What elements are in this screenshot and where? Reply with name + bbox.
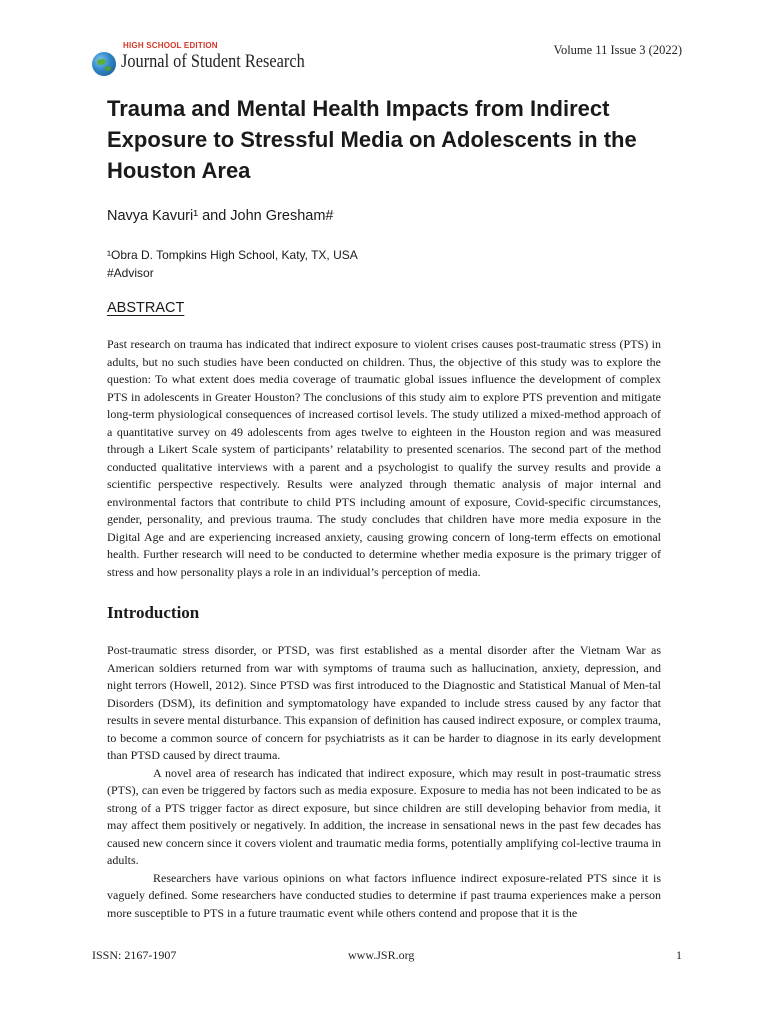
affiliation-advisor: #Advisor	[107, 266, 154, 280]
paper-title: Trauma and Mental Health Impacts from Indirect Exposure to Stressful Media on Adolescents in the Houston Area	[107, 96, 637, 183]
introduction-body	[107, 642, 661, 922]
page-footer	[92, 948, 682, 964]
abstract-text: Past research on trauma has indicated that indirect exposure to violent crises causes post-traumatic stress (PTS) in adults, but no such studies have been conducted on children. Thus, the objective of this study was to explore the question: To what extent does media coverage of traumatic global issues influence the development of complex PTS in adolescents in Greater Houston? The conclusions of this study aim to explore PTS prevention and mitigate long-term physiological consequences of increased cortisol levels. The study utilized a mixed-method approach of a quantitative survey on 49 adolescents from ages twelve to eighteen in the Houston region and was measured through a Likert Scale system of participants’ relatability to presented scenarios. The second part of the method conducted qualitative interviews with a parent and a psychologist to qualify the survey results and provide a scientific perspective respectively. Results were analyzed through thematic analysis of major internal and environmental factors that contribute to child PTS including amount of exposure, Covid-specific circumstances, gender, personality, and previous trauma. The study concludes that children have more media exposure in the Digital Age and are experiencing increased anxiety, causing growing concern of long-term effects on emotional health. Further research will need to be conducted to determine whether media exposure is the primary trigger of stress and how personality plays a role in an individual’s perception of media.	[107, 337, 661, 579]
introduction-heading: Introduction	[107, 603, 200, 622]
journal-name: Journal of Student Research	[121, 51, 305, 72]
author-list: Navya Kavuri¹ and John Gresham#	[107, 208, 334, 224]
intro-paragraph: Post-traumatic stress disorder, or PTSD, was first established as a mental disorder after the Vietnam War as American soldiers returned from war with symptoms of trauma such as hallucination, anxiety, depression, and night terrors (Howell, 2012). Since PTSD was first introduced to the Diagnostic and Statistical Manual of Men-tal Disorders (DSM), its definition and symptomatology have expanded to include stress caused by any factor that results in severe mental disturbance. This expansion of definition has caused indirect exposure, or complex trauma, to become a common source of concern for psychiatrists as it can be harder to diagnose in its early development than PTSD caused by direct trauma.	[107, 643, 661, 762]
abstract-heading: ABSTRACT	[107, 300, 185, 316]
globe-icon	[92, 52, 116, 76]
edition-label: HIGH SCHOOL EDITION	[123, 41, 218, 50]
page-number: 1	[676, 948, 682, 962]
affiliation-school: ¹Obra D. Tompkins High School, Katy, TX, USA	[107, 248, 358, 262]
intro-paragraph: A novel area of research has indicated that indirect exposure, which may result in post-traumatic stress (PTS), can even be triggered by factors such as media exposure. Exposure to media has not been indicated to be as strong of a PTS trigger factor as direct exposure, but since children are still developing behavior from media, it may affect them positively or negatively. In addition, the increase in sensational news in the past few decades has caused new concern since it covers violent and traumatic media forms, potentially amplifying col-lective trauma in adults.	[107, 765, 661, 867]
affiliations	[107, 246, 358, 282]
issn: ISSN: 2167-1907	[92, 948, 177, 962]
website: www.JSR.org	[348, 948, 415, 962]
intro-paragraph: Researchers have various opinions on what factors influence indirect exposure-related PTS since it is vaguely defined. Some researchers have conducted studies to determine if past trauma experiences make a person more susceptible to PTS in a future traumatic event while others contend and propose that it is the	[107, 870, 661, 920]
volume-info: Volume 11 Issue 3 (2022)	[553, 43, 682, 57]
journal-header	[92, 40, 682, 76]
